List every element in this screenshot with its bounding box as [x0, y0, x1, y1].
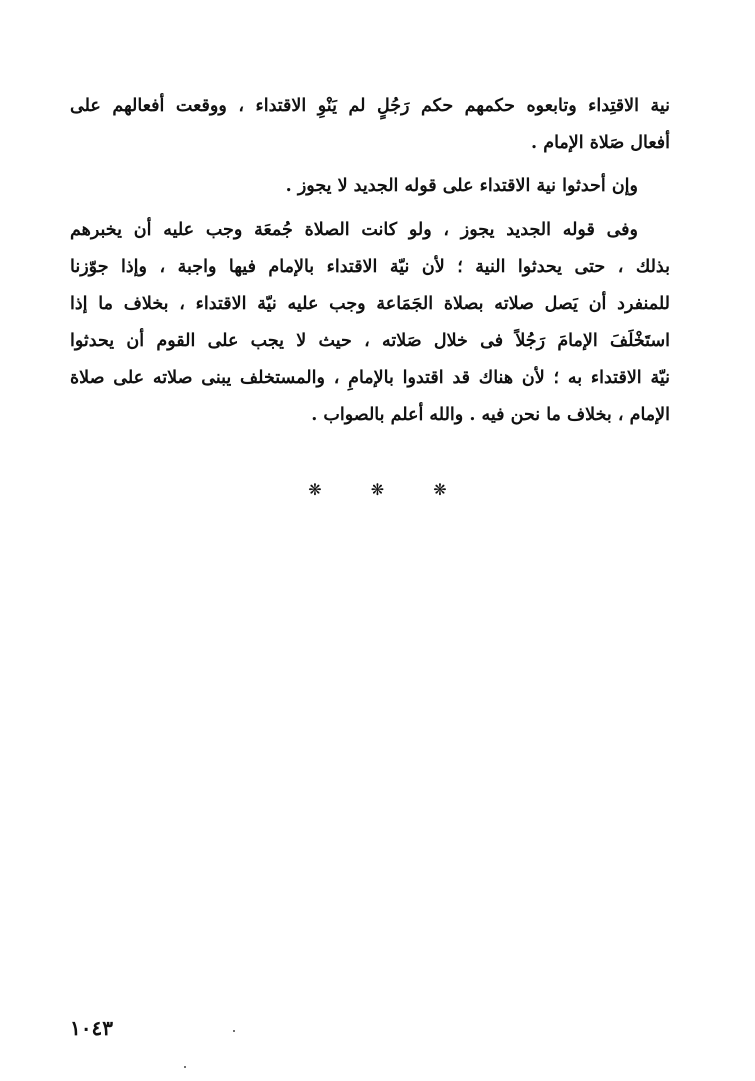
- text-line: وفى قوله الجديد يجوز ، ولو كانت الصلاة جُمعَة وجب عليه أن يخبرهم: [70, 220, 638, 240]
- section-separator: [0, 480, 755, 499]
- text-line: وإن أحدثوا نية الاقتداء على قوله الجديد لا يجوز .: [285, 176, 638, 196]
- page-number: ١٠٤٣: [70, 1016, 113, 1040]
- text-line: الإمام ، بخلاف ما نحن فيه . والله أعلم بالصواب .: [311, 405, 670, 425]
- scan-speck: [233, 1030, 235, 1032]
- text-line: استَخْلَفَ الإمامَ رَجُلاً فى خلال صَلاته ، حيث لا يجب على القوم أن يحدثوا: [70, 331, 670, 351]
- ornament-star-icon: ❋: [370, 480, 385, 499]
- paragraph-2: [70, 168, 670, 205]
- ornament-star-icon: ❋: [308, 480, 322, 499]
- scan-speck: [184, 1066, 186, 1068]
- text-line: بذلك ، حتى يحدثوا النية ؛ لأن نيّة الاقتداء بالإمام فيها واجبة ، وإذا جوّزنا: [70, 257, 670, 277]
- text-line: أفعال صَلاة الإمام .: [531, 133, 670, 153]
- ornament-star-icon: ❋: [433, 480, 447, 499]
- text-line: نيّة الاقتداء به ؛ لأن هناك قد اقتدوا بالإمامِ ، والمستخلف يبنى صلاته على صلاة: [70, 368, 670, 388]
- text-line: نية الاقتِداء وتابعوه حكمهم حكم رَجُلٍ لم يَنْوِ الاقتداء ، ووقعت أفعالهم على: [70, 96, 670, 116]
- text-line: للمنفرد أن يَصل صلاته بصلاة الجَمَاعة وجب عليه نيّة الاقتداء ، بخلاف ما إذا: [70, 294, 670, 314]
- paragraph-3: [70, 212, 670, 434]
- paragraph-1: [70, 88, 670, 162]
